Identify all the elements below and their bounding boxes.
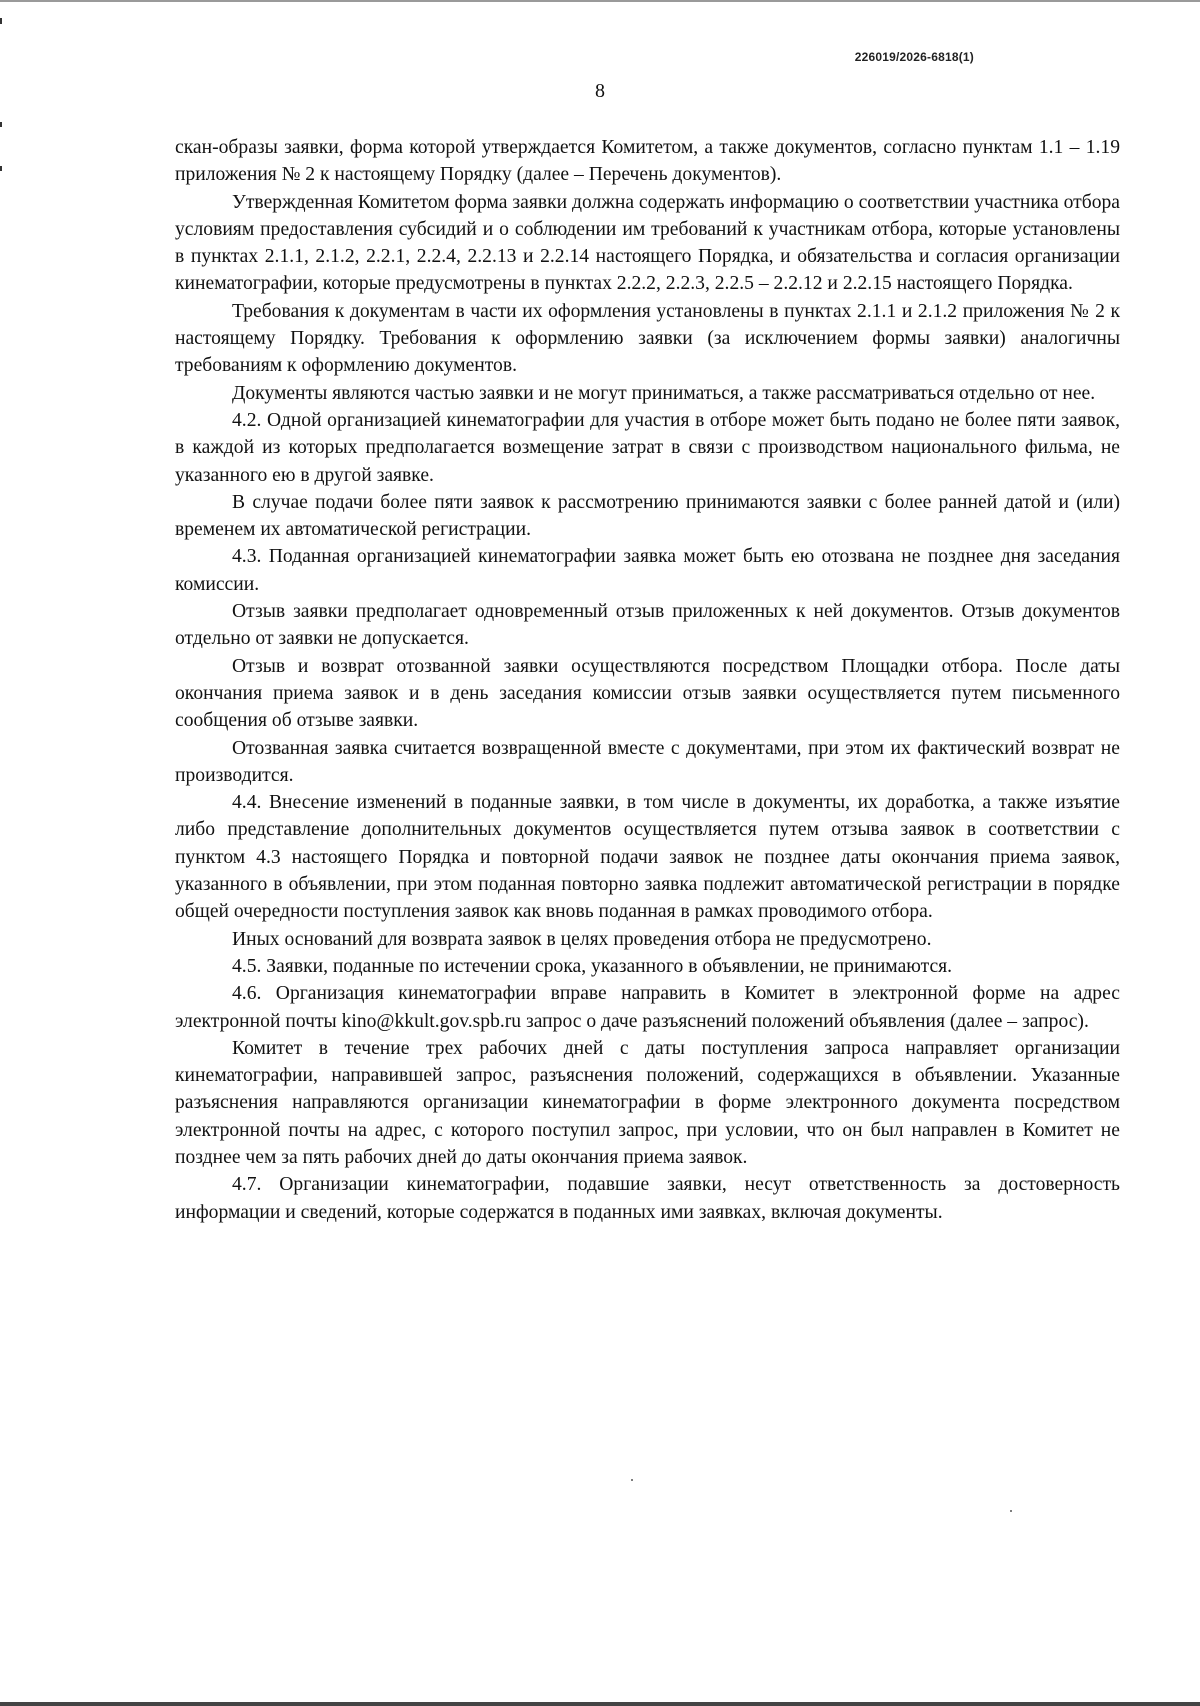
scan-speck: [1010, 1510, 1012, 1512]
paragraph: Комитет в течение трех рабочих дней с даты поступления запроса направляет организации кинематографии, направившей запрос, разъяснения положений, содержащихся в объявлении. Указанные разъяснения направляются организации кинематографии в форме электронного документа посредством электронной почты на адрес, с которого поступил запрос, при условии, что он был направлен в Комитет не позднее чем за пять рабочих дней до даты окончания приема заявок.: [175, 1037, 1120, 1168]
scan-edge-mark: [0, 18, 2, 24]
scan-top-edge: [0, 0, 1200, 2]
paragraph: 4.6. Организация кинематографии вправе направить в Комитет в электронной форме на адрес электронной почты kino@kkult.gov.spb.ru запрос о даче разъяснений положений объявления (далее – запрос).: [175, 983, 1120, 1032]
paragraph: Документы являются частью заявки и не могут приниматься, а также рассматриваться отдельно от нее.: [232, 382, 1096, 404]
paragraph: Иных оснований для возврата заявок в целях проведения отбора не предусмотрено.: [232, 928, 932, 950]
page-number: 8: [595, 80, 605, 102]
scan-bottom-edge: [0, 1702, 1200, 1706]
paragraph: скан-образы заявки, форма которой утверждается Комитетом, а также документов, согласно пунктам 1.1 – 1.19 приложения № 2 к настоящему Порядку (далее – Перечень документов).: [175, 137, 1120, 186]
paragraph: В случае подачи более пяти заявок к рассмотрению принимаются заявки с более ранней датой и (или) временем их автоматической регистрации.: [175, 491, 1120, 541]
paragraph: 4.7. Организации кинематографии, подавшие заявки, несут ответственность за достоверность информации и сведений, которые содержатся в поданных ими заявках, включая документы.: [175, 1174, 1120, 1223]
paragraph: Утвержденная Комитетом форма заявки должна содержать информацию о соответствии участника отбора условиям предоставления субсидий и о соблюдении им требований к участникам отбора, которые установлены в пунктах 2.1.1, 2.1.2, 2.2.1, 2.2.4, 2.2.13 и 2.2.14 настоящего Порядка, и обязательства и согласия организации кинематографии, которые предусмотрены в пунктах 2.2.2, 2.2.3, 2.2.5 – 2.2.12 и 2.2.15 настоящего Порядка.: [175, 191, 1120, 295]
paragraph: 4.3. Поданная организацией кинематографии заявка может быть ею отозвана не позднее дня заседания комиссии.: [175, 546, 1120, 595]
paragraph: 4.5. Заявки, поданные по истечении срока, указанного в объявлении, не принимаются.: [232, 955, 953, 977]
paragraph: Отозванная заявка считается возвращенной вместе с документами, при этом их фактический возврат не производится.: [175, 737, 1120, 786]
scan-edge-mark: [0, 166, 2, 171]
paragraph: 4.2. Одной организацией кинематографии для участия в отборе может быть подано не более пяти заявок, в каждой из которых предполагается возмещение затрат в связи с производством национального фильма, не указанного ею в другой заявке.: [175, 409, 1120, 486]
scan-edge-mark: [0, 122, 2, 127]
scan-speck: [631, 1479, 633, 1481]
paragraph: 4.4. Внесение изменений в поданные заявки, в том числе в документы, их доработка, а также изъятие либо представление дополнительных документов осуществляется путем отзыва заявок в соответствии с пунктом 4.3 настоящего Порядка и повторной подачи заявок не позднее даты окончания приема заявок, указанного в объявлении, при этом поданная повторно заявка подлежит автоматической регистрации в порядке общей очередности поступления заявок как вновь поданная в рамках проводимого отбора.: [175, 792, 1120, 923]
paragraph: Требования к документам в части их оформления установлены в пунктах 2.1.1 и 2.1.2 приложения № 2 к настоящему Порядку. Требования к оформлению заявки (за исключением формы заявки) аналогичны требованиям к оформлению документов.: [175, 300, 1120, 377]
paragraph: Отзыв и возврат отозванной заявки осуществляются посредством Площадки отбора. После даты окончания приема заявок и в день заседания комиссии отзыв заявки осуществляется путем письменного сообщения об отзыве заявки.: [175, 655, 1120, 732]
paragraph: Отзыв заявки предполагает одновременный отзыв приложенных к ней документов. Отзыв документов отдельно от заявки не допускается.: [175, 601, 1120, 650]
registration-number: 226019/2026-6818(1): [854, 50, 974, 64]
document-body: [175, 134, 1120, 1226]
